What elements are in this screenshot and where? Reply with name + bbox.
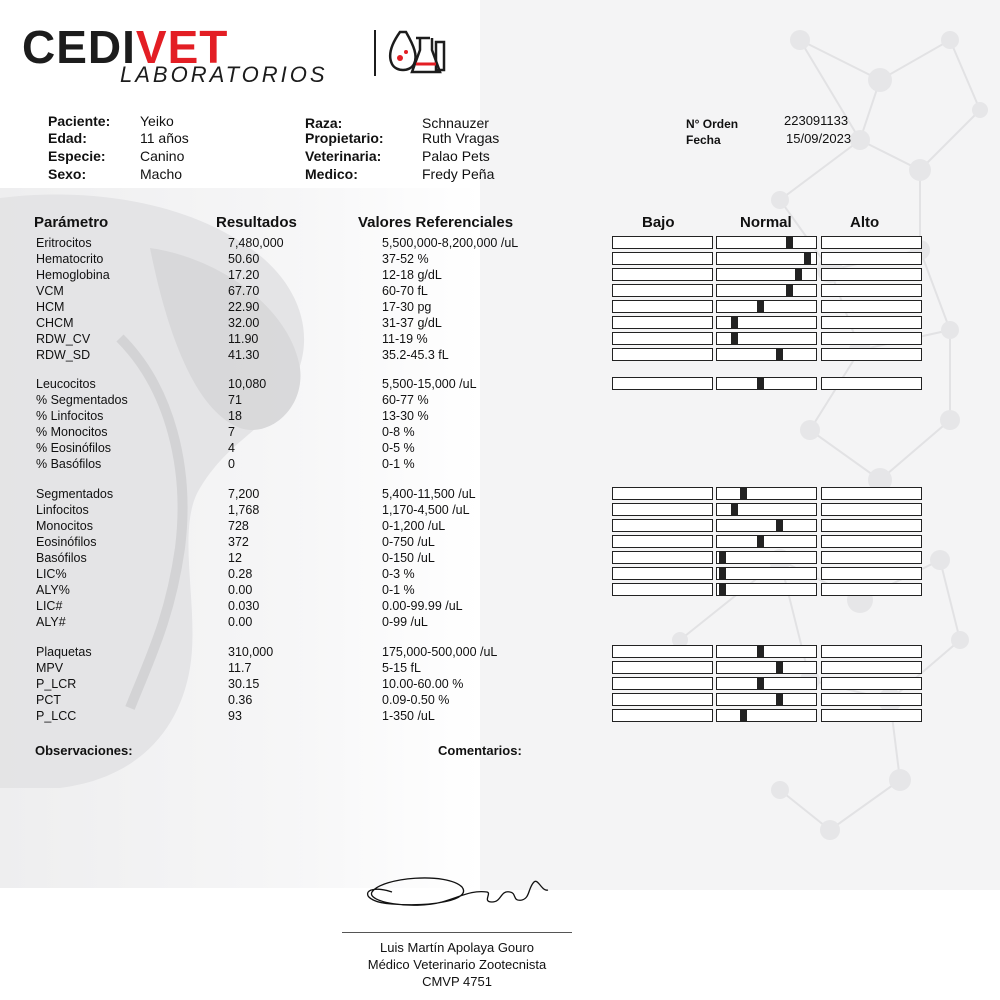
table-row: [36, 392, 936, 408]
result-value: 7,200: [228, 487, 260, 501]
reference-range: 0-5 %: [382, 441, 415, 455]
parameter-name: Eosinófilos: [36, 535, 97, 549]
signer-title: Médico Veterinario Zootecnista: [367, 957, 547, 972]
high-bar: [821, 300, 922, 313]
table-row: [36, 331, 936, 347]
level-marker: [804, 253, 811, 264]
high-bar: [821, 583, 922, 596]
column-header-parameter: Parámetro: [34, 214, 109, 231]
level-marker: [776, 694, 783, 705]
table-row: [36, 582, 936, 598]
low-bar: [612, 661, 713, 674]
reference-range: 5-15 fL: [382, 661, 421, 675]
table-row: [36, 598, 936, 614]
table-row: [36, 708, 936, 724]
parameter-name: % Segmentados: [36, 393, 128, 407]
table-row: [36, 283, 936, 299]
reference-range: 0-99 /uL: [382, 615, 428, 629]
date-value: 15/09/2023: [786, 131, 852, 146]
level-marker: [776, 349, 783, 360]
high-bar: [821, 709, 922, 722]
parameter-name: LIC%: [36, 567, 67, 581]
breed-value: Schnauzer: [422, 115, 489, 131]
signature-line: [342, 932, 572, 933]
result-value: 7: [228, 425, 235, 439]
table-row: [36, 502, 936, 518]
table-row: [36, 408, 936, 424]
result-value: 11.7: [228, 661, 252, 675]
reference-range: 0-1 %: [382, 583, 415, 597]
observations-label: Observaciones:: [35, 743, 133, 758]
owner-label: Propietario:: [305, 130, 384, 146]
reference-range: 0-1 %: [382, 457, 415, 471]
level-marker: [757, 646, 764, 657]
table-row: [36, 518, 936, 534]
reference-range: 13-30 %: [382, 409, 429, 423]
parameter-name: Linfocitos: [36, 503, 89, 517]
cedivet-logo: [22, 21, 442, 87]
patient-species-label: Especie:: [48, 148, 106, 164]
parameter-name: % Eosinófilos: [36, 441, 112, 455]
parameter-name: Hematocrito: [36, 252, 104, 266]
owner-value: Ruth Vragas: [422, 130, 500, 146]
result-value: 0.00: [228, 615, 253, 629]
column-header-normal: Normal: [740, 214, 792, 231]
table-row: [36, 614, 936, 630]
parameter-name: Eritrocitos: [36, 236, 92, 250]
low-bar: [612, 252, 713, 265]
normal-bar: [716, 551, 817, 564]
level-marker: [740, 488, 747, 499]
high-bar: [821, 567, 922, 580]
parameter-name: Segmentados: [36, 487, 114, 501]
normal-bar: [716, 583, 817, 596]
normal-bar: [716, 503, 817, 516]
high-bar: [821, 252, 922, 265]
parameter-name: Hemoglobina: [36, 268, 110, 282]
result-value: 372: [228, 535, 249, 549]
level-marker: [757, 678, 764, 689]
level-marker: [731, 333, 738, 344]
result-value: 18: [228, 409, 242, 423]
level-marker: [757, 536, 764, 547]
table-row: [36, 424, 936, 440]
normal-bar: [716, 487, 817, 500]
reference-range: 0-750 /uL: [382, 535, 435, 549]
patient-species-value: Canino: [140, 148, 185, 164]
result-value: 71: [228, 393, 242, 407]
patient-name-value: Yeiko: [140, 113, 174, 129]
low-bar: [612, 332, 713, 345]
level-marker: [731, 504, 738, 515]
table-row: [36, 299, 936, 315]
parameter-name: ALY#: [36, 615, 66, 629]
result-value: 728: [228, 519, 249, 533]
order-number-value: 223091133: [784, 113, 849, 128]
high-bar: [821, 316, 922, 329]
column-header-results: Resultados: [216, 214, 297, 231]
result-value: 17.20: [228, 268, 260, 282]
patient-sex-value: Macho: [140, 166, 183, 182]
normal-bar: [716, 519, 817, 532]
high-bar: [821, 348, 922, 361]
result-value: 0.28: [228, 567, 253, 581]
parameter-name: P_LCC: [36, 709, 77, 723]
reference-range: 60-70 fL: [382, 284, 428, 298]
patient-name-field: Paciente:: [48, 113, 111, 129]
parameter-name: HCM: [36, 300, 65, 314]
parameter-name: Leucocitos: [36, 377, 96, 391]
low-bar: [612, 316, 713, 329]
high-bar: [821, 535, 922, 548]
normal-bar: [716, 535, 817, 548]
reference-range: 1,170-4,500 /uL: [382, 503, 470, 517]
result-value: 30.15: [228, 677, 260, 691]
result-value: 0: [228, 457, 235, 471]
low-bar: [612, 677, 713, 690]
table-row: [36, 315, 936, 331]
result-value: 93: [228, 709, 242, 723]
normal-bar: [716, 645, 817, 658]
level-marker: [719, 584, 726, 595]
parameter-name: Basófilos: [36, 551, 87, 565]
level-marker: [795, 269, 802, 280]
table-row: [36, 534, 936, 550]
result-value: 0.030: [228, 599, 260, 613]
handwritten-signature: [352, 862, 572, 932]
level-marker: [757, 378, 764, 389]
high-bar: [821, 236, 922, 249]
result-value: 32.00: [228, 316, 260, 330]
column-header-reference: Valores Referenciales: [358, 214, 514, 231]
low-bar: [612, 284, 713, 297]
high-bar: [821, 693, 922, 706]
reference-range: 0.09-0.50 %: [382, 693, 450, 707]
result-value: 12: [228, 551, 242, 565]
table-row: [36, 251, 936, 267]
patient-age-label: Edad:: [48, 130, 87, 146]
low-bar: [612, 693, 713, 706]
result-value: 7,480,000: [228, 236, 284, 250]
low-bar: [612, 268, 713, 281]
reference-range: 10.00-60.00 %: [382, 677, 464, 691]
normal-bar: [716, 693, 817, 706]
low-bar: [612, 709, 713, 722]
high-bar: [821, 519, 922, 532]
parameter-name: RDW_CV: [36, 332, 91, 346]
high-bar: [821, 377, 922, 390]
reference-range: 0-1,200 /uL: [382, 519, 446, 533]
signer-license: CMVP 4751: [422, 974, 492, 989]
reference-range: 0-8 %: [382, 425, 415, 439]
logo-wordmark: CEDIVET: [22, 21, 229, 73]
logo-subtitle: LABORATORIOS: [120, 62, 328, 87]
reference-range: 0.00-99.99 /uL: [382, 599, 463, 613]
normal-bar: [716, 348, 817, 361]
parameter-name: CHCM: [36, 316, 74, 330]
result-value: 10,080: [228, 377, 267, 391]
high-bar: [821, 284, 922, 297]
parameter-name: VCM: [36, 284, 64, 298]
low-bar: [612, 300, 713, 313]
result-value: 0.36: [228, 693, 253, 707]
level-marker: [719, 568, 726, 579]
normal-bar: [716, 236, 817, 249]
parameter-name: Plaquetas: [36, 645, 92, 659]
low-bar: [612, 551, 713, 564]
level-marker: [786, 285, 793, 296]
normal-bar: [716, 316, 817, 329]
reference-range: 31-37 g/dL: [382, 316, 442, 330]
parameter-name: ALY%: [36, 583, 70, 597]
normal-bar: [716, 252, 817, 265]
table-row: [36, 347, 936, 363]
table-row: [36, 376, 936, 392]
high-bar: [821, 645, 922, 658]
normal-bar: [716, 332, 817, 345]
low-bar: [612, 348, 713, 361]
table-row: [36, 235, 936, 251]
normal-bar: [716, 567, 817, 580]
reference-range: 60-77 %: [382, 393, 429, 407]
low-bar: [612, 645, 713, 658]
result-value: 310,000: [228, 645, 274, 659]
column-header-low: Bajo: [642, 214, 675, 231]
level-marker: [731, 317, 738, 328]
result-value: 4: [228, 441, 235, 455]
result-value: 22.90: [228, 300, 260, 314]
doctor-label: Medico:: [305, 166, 358, 182]
table-row: [36, 660, 936, 676]
parameter-name: PCT: [36, 693, 61, 707]
reference-range: 175,000-500,000 /uL: [382, 645, 498, 659]
level-marker: [757, 301, 764, 312]
high-bar: [821, 677, 922, 690]
normal-bar: [716, 677, 817, 690]
table-row: [36, 644, 936, 660]
low-bar: [612, 519, 713, 532]
result-value: 67.70: [228, 284, 260, 298]
parameter-name: MPV: [36, 661, 64, 675]
parameter-name: % Basófilos: [36, 457, 102, 471]
normal-bar: [716, 709, 817, 722]
reference-range: 5,500,000-8,200,000 /uL: [382, 236, 519, 250]
signer-name: Luis Martín Apolaya Gouro: [380, 940, 534, 955]
logo-divider: [374, 30, 376, 76]
reference-range: 0-150 /uL: [382, 551, 435, 565]
patient-age-value: 11 años: [140, 130, 189, 146]
result-value: 0.00: [228, 583, 253, 597]
high-bar: [821, 487, 922, 500]
order-number-label: N° Orden: [686, 117, 739, 131]
normal-bar: [716, 284, 817, 297]
doctor-value: Fredy Peña: [422, 166, 495, 182]
table-row: [36, 456, 936, 472]
reference-range: 11-19 %: [382, 332, 428, 346]
reference-range: 5,400-11,500 /uL: [382, 487, 476, 501]
parameter-name: P_LCR: [36, 677, 77, 691]
table-row: [36, 267, 936, 283]
parameter-name: Monocitos: [36, 519, 93, 533]
reference-range: 12-18 g/dL: [382, 268, 442, 282]
high-bar: [821, 503, 922, 516]
normal-bar: [716, 300, 817, 313]
level-marker: [786, 237, 793, 248]
parameter-name: LIC#: [36, 599, 63, 613]
result-value: 1,768: [228, 503, 260, 517]
comments-label: Comentarios:: [438, 743, 522, 758]
column-header-high: Alto: [850, 214, 880, 231]
parameter-name: % Linfocitos: [36, 409, 104, 423]
reference-range: 0-3 %: [382, 567, 415, 581]
date-label: Fecha: [686, 133, 721, 147]
level-marker: [776, 520, 783, 531]
level-marker: [776, 662, 783, 673]
table-row: [36, 566, 936, 582]
high-bar: [821, 332, 922, 345]
high-bar: [821, 551, 922, 564]
table-row: [36, 440, 936, 456]
table-row: [36, 692, 936, 708]
low-bar: [612, 487, 713, 500]
lab-flask-icon: [386, 28, 456, 78]
clinic-label: Veterinaria:: [305, 148, 382, 164]
parameter-name: % Monocitos: [36, 425, 108, 439]
low-bar: [612, 583, 713, 596]
patient-sex-label: Sexo:: [48, 166, 87, 182]
low-bar: [612, 567, 713, 580]
reference-range: 35.2-45.3 fL: [382, 348, 449, 362]
normal-bar: [716, 661, 817, 674]
result-value: 41.30: [228, 348, 260, 362]
table-row: [36, 486, 936, 502]
low-bar: [612, 236, 713, 249]
table-row: [36, 676, 936, 692]
reference-range: 5,500-15,000 /uL: [382, 377, 477, 391]
high-bar: [821, 661, 922, 674]
reference-range: 1-350 /uL: [382, 709, 435, 723]
reference-range: 17-30 pg: [382, 300, 432, 314]
result-value: 11.90: [228, 332, 259, 346]
low-bar: [612, 503, 713, 516]
normal-bar: [716, 377, 817, 390]
table-row: [36, 550, 936, 566]
high-bar: [821, 268, 922, 281]
clinic-value: Palao Pets: [422, 148, 490, 164]
level-marker: [719, 552, 726, 563]
normal-bar: [716, 268, 817, 281]
parameter-name: RDW_SD: [36, 348, 91, 362]
low-bar: [612, 535, 713, 548]
level-marker: [740, 710, 747, 721]
breed-label: Raza:: [305, 115, 343, 131]
low-bar: [612, 377, 713, 390]
reference-range: 37-52 %: [382, 252, 429, 266]
result-value: 50.60: [228, 252, 260, 266]
